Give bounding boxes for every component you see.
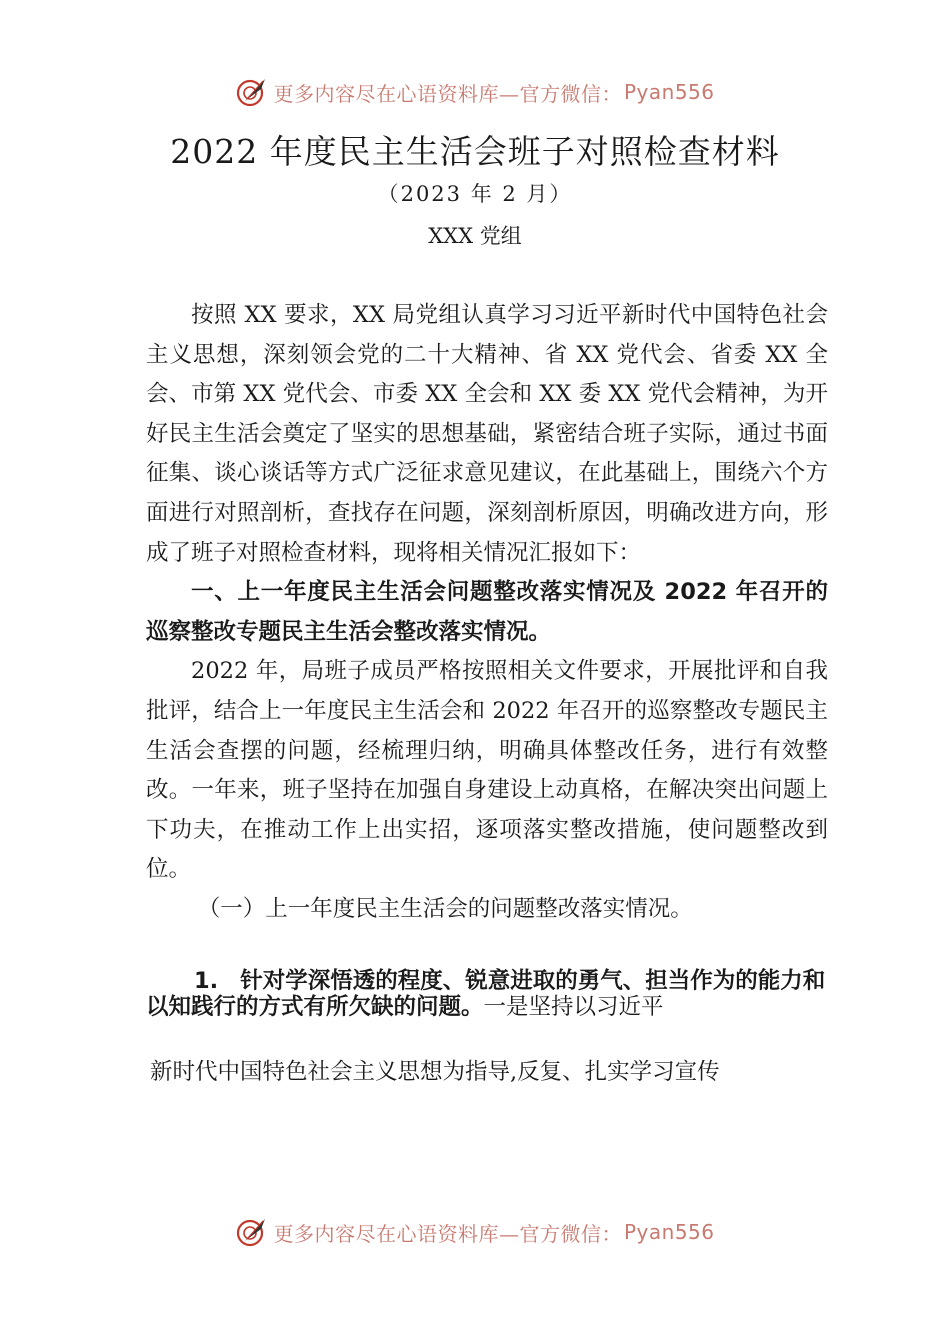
item-1-number: 1.	[194, 968, 219, 994]
watermark-text: 更多内容尽在心语资料库—官方微信：	[273, 1221, 622, 1246]
document-body	[146, 296, 828, 930]
document-title: 2022 年度民主生活会班子对照检查材料	[170, 132, 780, 171]
subsection-1-heading: （一）上一年度民主生活会的问题整改落实情况。	[197, 895, 693, 922]
section-1-paragraph: 2022 年，局班子成员严格按照相关文件要求，开展批评和自我批评，结合上一年度民主生活会和 2022 年召开的巡察整改专题民主生活会查摆的问题，经梳理归纳，明确具体整改任务，进行有效整改。一年来，班子坚持在加强自身建设上动真格，在解决突出问题上下功夫，在推动工作上出实招，逐项落实整改措施，使问题整改到位。	[146, 658, 828, 883]
quill-logo-icon	[235, 1215, 269, 1249]
watermark-header	[0, 70, 950, 114]
document-date: （2023 年 2 月）	[377, 182, 573, 206]
watermark-footer	[0, 1210, 950, 1254]
item-1	[146, 968, 828, 1020]
section-1-heading: 一、上一年度民主生活会问题整改落实情况及 2022 年召开的巡察整改专题民主生活会整改落实情况。	[146, 579, 828, 645]
document-organization: XXX 党组	[428, 224, 522, 248]
item-1-text: 一是坚持以习近平	[483, 994, 664, 1020]
intro-paragraph: 按照 XX 要求，XX 局党组认真学习习近平新时代中国特色社会主义思想，深刻领会党的二十大精神、省 XX 党代会、省委 XX 全会、市第 XX 党代会、市委 XX 全会和 XX 委 XX 党代会精神，为开好民主生活会奠定了坚实的思想基础，紧密结合班子实际，通过书面征集、谈心谈话等方式广泛征求意见建议，在此基础上，围绕六个方面进行对照剖析，查找存在问题，深刻剖析原因，明确改进方向，形成了班子对照检查材料，现将相关情况汇报如下：	[146, 302, 828, 566]
watermark-wechat-id: Pyan556	[623, 80, 715, 104]
item-1-bold-heading: 针对学深悟透的程度、锐意进取的勇气、担当作为的能力和以知践行的方式有所欠缺的问题。	[146, 968, 826, 1020]
watermark-text: 更多内容尽在心语资料库—官方微信：	[273, 81, 622, 106]
watermark-wechat-id: Pyan556	[623, 1220, 715, 1244]
quill-logo-icon	[235, 75, 269, 109]
continuation-line: 新时代中国特色社会主义思想为指导,反复、扎实学习宣传	[150, 1059, 720, 1085]
